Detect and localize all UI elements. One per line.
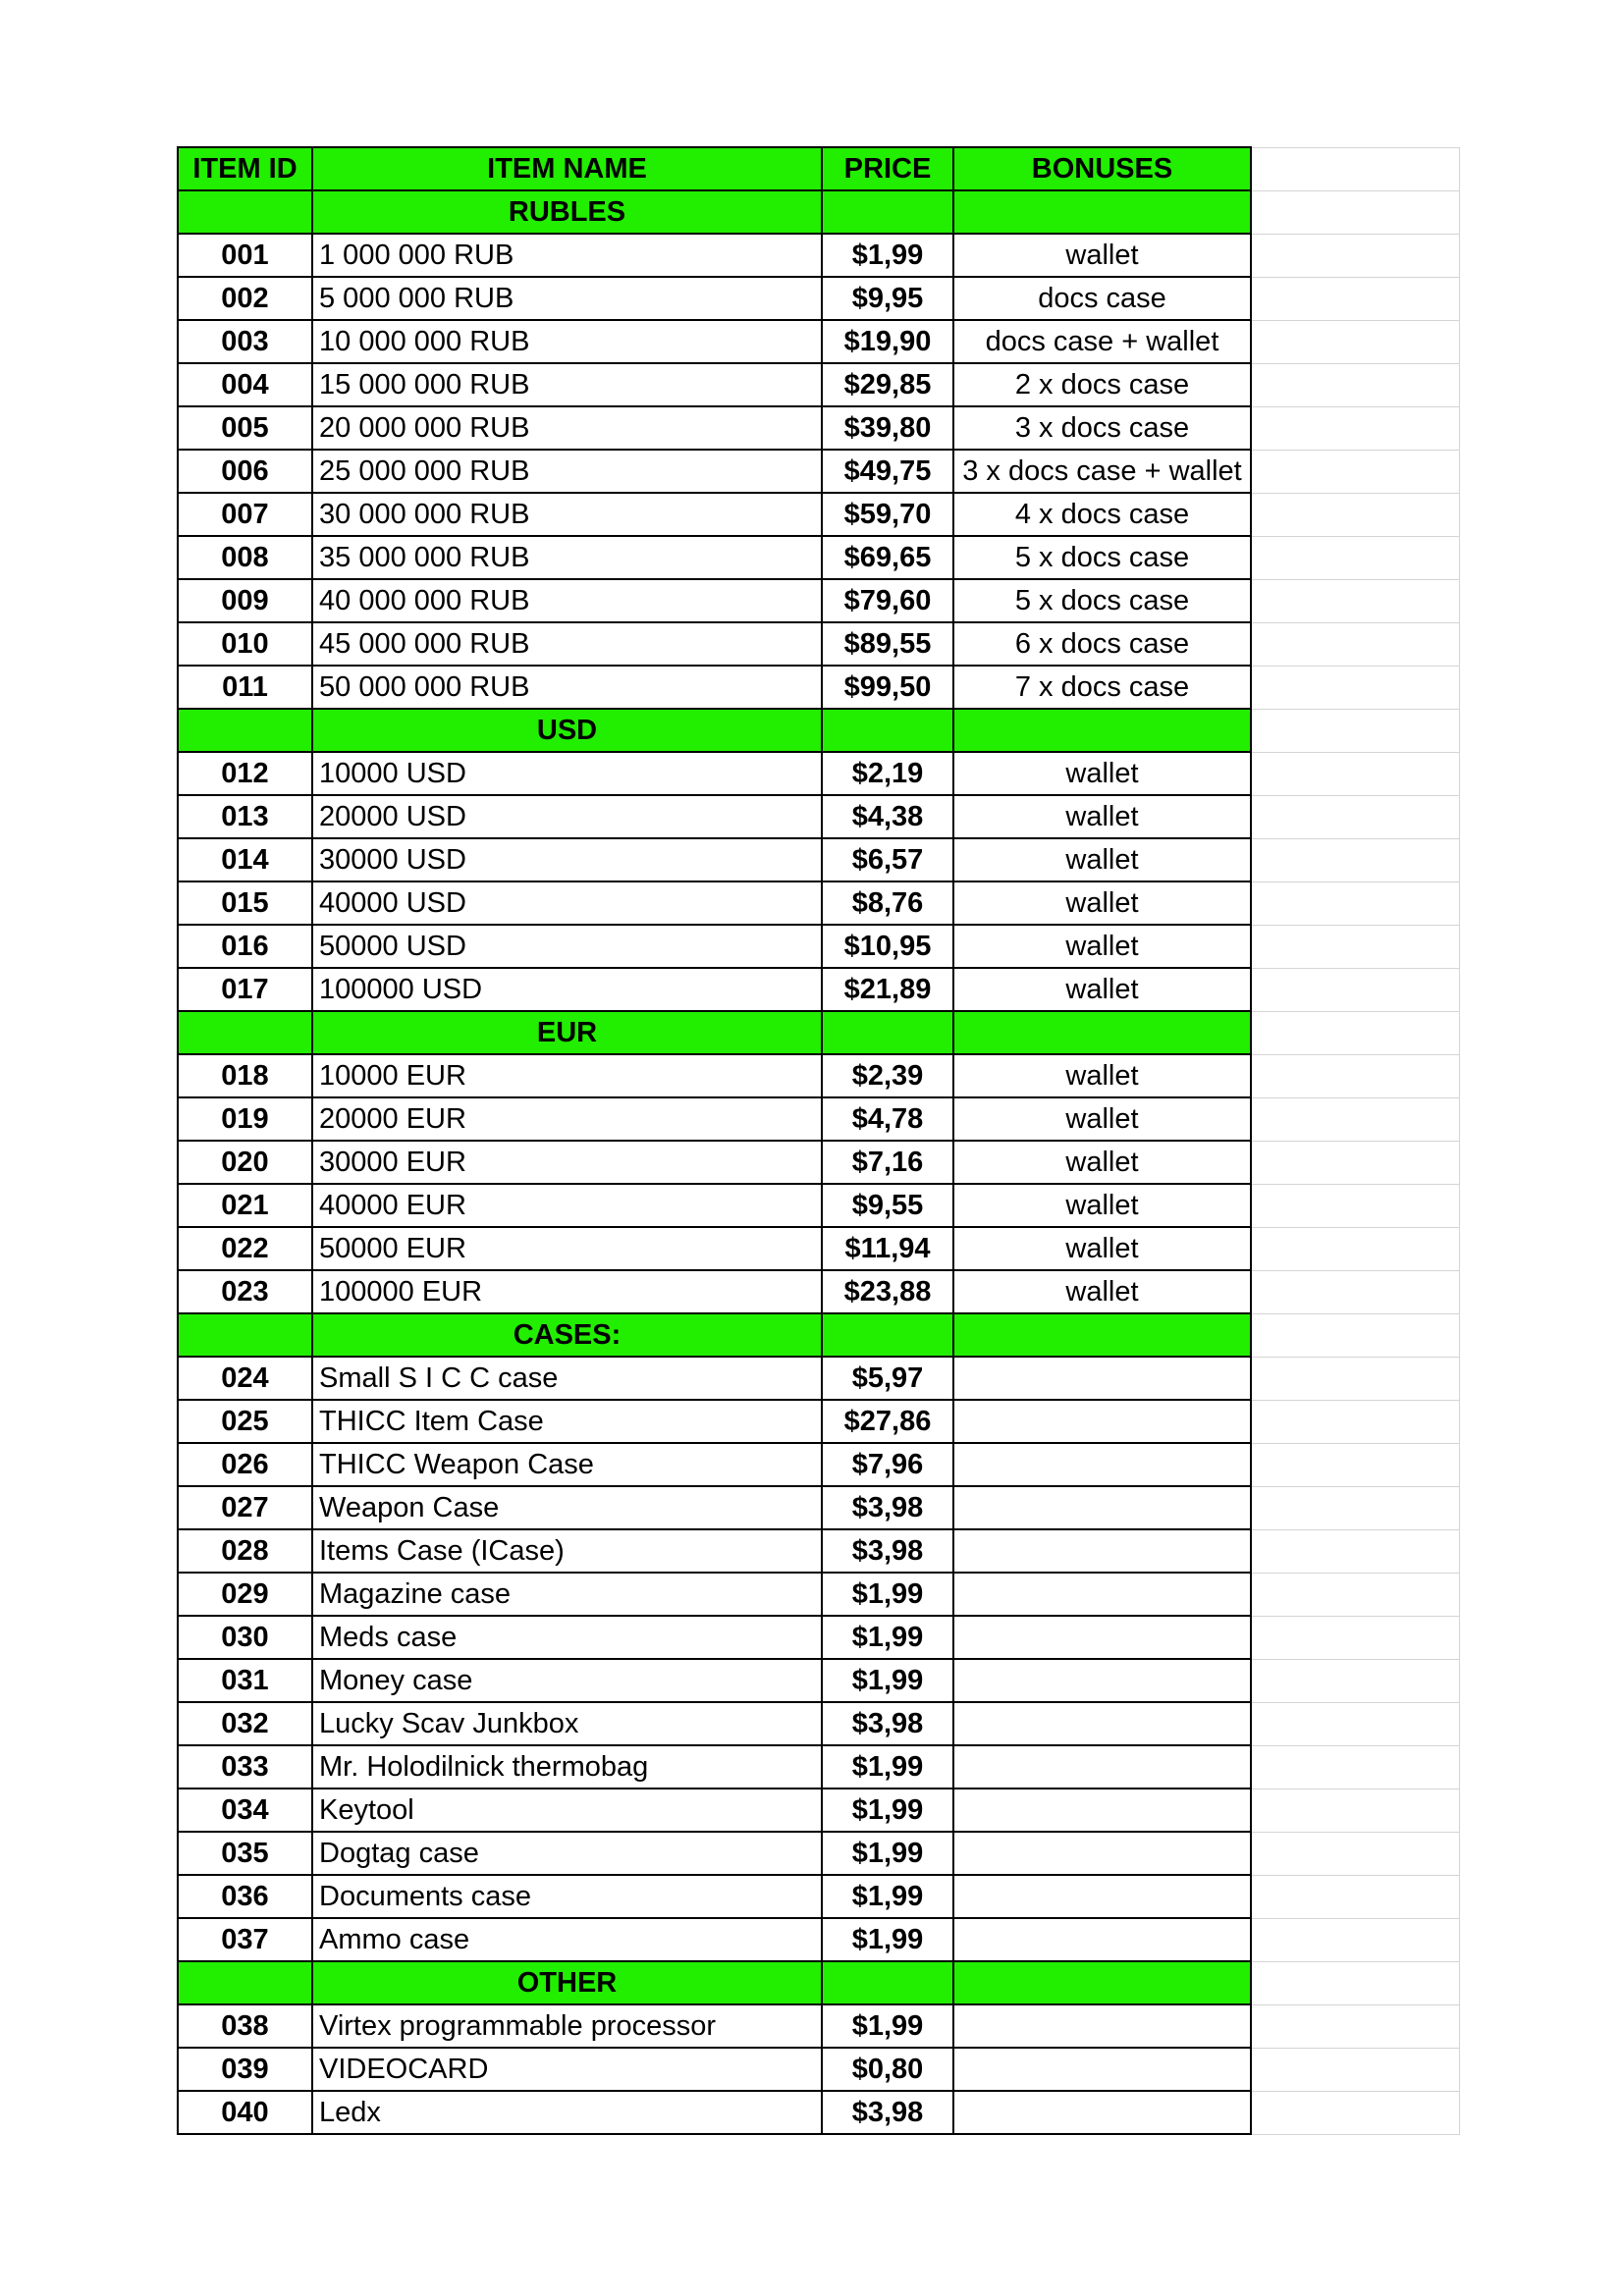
item-id: 040	[178, 2091, 312, 2134]
table-row	[178, 320, 1459, 363]
header-price: PRICE	[822, 147, 953, 190]
item-bonus	[953, 1573, 1251, 1616]
item-name: Virtex programmable processor	[312, 2004, 822, 2048]
item-price: $4,38	[822, 795, 953, 838]
item-id: 036	[178, 1875, 312, 1918]
item-id: 008	[178, 536, 312, 579]
item-price: $23,88	[822, 1270, 953, 1313]
item-bonus: 7 x docs case	[953, 666, 1251, 709]
section-row	[178, 1313, 1459, 1357]
item-id: 014	[178, 838, 312, 881]
item-bonus: 3 x docs case + wallet	[953, 450, 1251, 493]
item-name: Meds case	[312, 1616, 822, 1659]
item-id: 010	[178, 622, 312, 666]
empty-cell	[1251, 1961, 1459, 2004]
item-price: $5,97	[822, 1357, 953, 1400]
table-row	[178, 2004, 1459, 2048]
item-name: Items Case (ICase)	[312, 1529, 822, 1573]
item-id: 034	[178, 1789, 312, 1832]
section-price-cell	[822, 190, 953, 234]
empty-cell	[1251, 147, 1459, 190]
section-id-cell	[178, 1011, 312, 1054]
item-name: 40 000 000 RUB	[312, 579, 822, 622]
item-name: 20000 EUR	[312, 1097, 822, 1141]
item-price: $9,55	[822, 1184, 953, 1227]
item-price: $69,65	[822, 536, 953, 579]
item-price: $29,85	[822, 363, 953, 406]
item-bonus: 5 x docs case	[953, 579, 1251, 622]
table-row	[178, 1443, 1459, 1486]
item-price: $1,99	[822, 1875, 953, 1918]
section-bonus-cell	[953, 1961, 1251, 2004]
item-bonus: wallet	[953, 1097, 1251, 1141]
section-bonus-cell	[953, 709, 1251, 752]
section-row	[178, 190, 1459, 234]
item-price: $7,16	[822, 1141, 953, 1184]
item-id: 012	[178, 752, 312, 795]
section-price-cell	[822, 709, 953, 752]
item-name: 35 000 000 RUB	[312, 536, 822, 579]
item-id: 033	[178, 1745, 312, 1789]
section-row	[178, 1011, 1459, 1054]
item-id: 018	[178, 1054, 312, 1097]
empty-cell	[1251, 1789, 1459, 1832]
empty-cell	[1251, 1529, 1459, 1573]
item-name: 5 000 000 RUB	[312, 277, 822, 320]
section-id-cell	[178, 709, 312, 752]
empty-cell	[1251, 406, 1459, 450]
item-name: 10000 USD	[312, 752, 822, 795]
table-row	[178, 1659, 1459, 1702]
item-price: $3,98	[822, 1486, 953, 1529]
table-row	[178, 1529, 1459, 1573]
item-price: $10,95	[822, 925, 953, 968]
item-name: 30000 USD	[312, 838, 822, 881]
item-price: $6,57	[822, 838, 953, 881]
item-price: $1,99	[822, 1918, 953, 1961]
item-bonus	[953, 1443, 1251, 1486]
table-row	[178, 1702, 1459, 1745]
item-id: 016	[178, 925, 312, 968]
empty-cell	[1251, 968, 1459, 1011]
empty-cell	[1251, 1313, 1459, 1357]
item-id: 022	[178, 1227, 312, 1270]
item-id: 031	[178, 1659, 312, 1702]
item-bonus	[953, 1789, 1251, 1832]
section-price-cell	[822, 1313, 953, 1357]
item-name: Money case	[312, 1659, 822, 1702]
item-id: 001	[178, 234, 312, 277]
empty-cell	[1251, 622, 1459, 666]
item-bonus	[953, 1400, 1251, 1443]
item-name: 30 000 000 RUB	[312, 493, 822, 536]
item-id: 009	[178, 579, 312, 622]
empty-cell	[1251, 277, 1459, 320]
item-bonus: wallet	[953, 234, 1251, 277]
table-row	[178, 1184, 1459, 1227]
item-name: Small S I C C case	[312, 1357, 822, 1400]
table-row	[178, 1875, 1459, 1918]
section-bonus-cell	[953, 190, 1251, 234]
item-name: 50 000 000 RUB	[312, 666, 822, 709]
empty-cell	[1251, 1357, 1459, 1400]
empty-cell	[1251, 1659, 1459, 1702]
empty-cell	[1251, 1616, 1459, 1659]
item-price: $3,98	[822, 2091, 953, 2134]
table-row	[178, 493, 1459, 536]
item-price: $1,99	[822, 1659, 953, 1702]
empty-cell	[1251, 450, 1459, 493]
item-name: Dogtag case	[312, 1832, 822, 1875]
empty-cell	[1251, 190, 1459, 234]
item-name: 50000 EUR	[312, 1227, 822, 1270]
item-bonus: wallet	[953, 881, 1251, 925]
empty-cell	[1251, 1486, 1459, 1529]
item-name: 1 000 000 RUB	[312, 234, 822, 277]
item-bonus	[953, 2048, 1251, 2091]
section-id-cell	[178, 1961, 312, 2004]
item-name: Weapon Case	[312, 1486, 822, 1529]
table-row	[178, 277, 1459, 320]
empty-cell	[1251, 2091, 1459, 2134]
item-id: 015	[178, 881, 312, 925]
item-id: 006	[178, 450, 312, 493]
table-row	[178, 968, 1459, 1011]
table-row	[178, 1745, 1459, 1789]
item-price: $1,99	[822, 1745, 953, 1789]
item-id: 030	[178, 1616, 312, 1659]
empty-cell	[1251, 1054, 1459, 1097]
item-name: 10 000 000 RUB	[312, 320, 822, 363]
section-row	[178, 1961, 1459, 2004]
item-bonus	[953, 1357, 1251, 1400]
empty-cell	[1251, 1918, 1459, 1961]
item-bonus: wallet	[953, 1184, 1251, 1227]
item-price: $9,95	[822, 277, 953, 320]
item-id: 024	[178, 1357, 312, 1400]
item-price: $4,78	[822, 1097, 953, 1141]
item-id: 013	[178, 795, 312, 838]
item-name: THICC Weapon Case	[312, 1443, 822, 1486]
item-name: THICC Item Case	[312, 1400, 822, 1443]
item-bonus: docs case + wallet	[953, 320, 1251, 363]
section-title: RUBLES	[312, 190, 822, 234]
item-bonus	[953, 1486, 1251, 1529]
table-row	[178, 406, 1459, 450]
item-bonus	[953, 1875, 1251, 1918]
item-bonus: 2 x docs case	[953, 363, 1251, 406]
item-price: $1,99	[822, 1616, 953, 1659]
section-bonus-cell	[953, 1011, 1251, 1054]
empty-cell	[1251, 752, 1459, 795]
item-bonus	[953, 1832, 1251, 1875]
item-id: 002	[178, 277, 312, 320]
item-id: 021	[178, 1184, 312, 1227]
table-row	[178, 752, 1459, 795]
table-row	[178, 1227, 1459, 1270]
item-bonus	[953, 1702, 1251, 1745]
item-price: $0,80	[822, 2048, 953, 2091]
table-row	[178, 1616, 1459, 1659]
item-name: 30000 EUR	[312, 1141, 822, 1184]
item-price: $27,86	[822, 1400, 953, 1443]
item-price: $39,80	[822, 406, 953, 450]
item-id: 017	[178, 968, 312, 1011]
price-list-body	[178, 147, 1459, 2134]
empty-cell	[1251, 2048, 1459, 2091]
table-row	[178, 622, 1459, 666]
item-price: $11,94	[822, 1227, 953, 1270]
item-id: 029	[178, 1573, 312, 1616]
item-bonus	[953, 1529, 1251, 1573]
empty-cell	[1251, 1400, 1459, 1443]
item-name: 50000 USD	[312, 925, 822, 968]
item-bonus	[953, 2091, 1251, 2134]
empty-cell	[1251, 838, 1459, 881]
empty-cell	[1251, 1011, 1459, 1054]
item-id: 004	[178, 363, 312, 406]
empty-cell	[1251, 579, 1459, 622]
table-row	[178, 536, 1459, 579]
item-id: 005	[178, 406, 312, 450]
item-id: 007	[178, 493, 312, 536]
item-price: $59,70	[822, 493, 953, 536]
item-price: $8,76	[822, 881, 953, 925]
empty-cell	[1251, 795, 1459, 838]
empty-cell	[1251, 1184, 1459, 1227]
empty-cell	[1251, 234, 1459, 277]
table-row	[178, 1918, 1459, 1961]
item-name: Ammo case	[312, 1918, 822, 1961]
item-price: $3,98	[822, 1702, 953, 1745]
empty-cell	[1251, 1097, 1459, 1141]
item-name: VIDEOCARD	[312, 2048, 822, 2091]
item-name: 20 000 000 RUB	[312, 406, 822, 450]
item-bonus: wallet	[953, 1054, 1251, 1097]
price-list-table	[177, 146, 1460, 2135]
empty-cell	[1251, 1832, 1459, 1875]
item-bonus	[953, 2004, 1251, 2048]
empty-cell	[1251, 493, 1459, 536]
item-bonus: docs case	[953, 277, 1251, 320]
table-row	[178, 1141, 1459, 1184]
item-name: Ledx	[312, 2091, 822, 2134]
empty-cell	[1251, 666, 1459, 709]
item-bonus: 4 x docs case	[953, 493, 1251, 536]
item-name: 40000 USD	[312, 881, 822, 925]
item-price: $1,99	[822, 1832, 953, 1875]
table-row	[178, 1789, 1459, 1832]
table-row	[178, 1573, 1459, 1616]
empty-cell	[1251, 1573, 1459, 1616]
item-id: 037	[178, 1918, 312, 1961]
item-id: 035	[178, 1832, 312, 1875]
table-row	[178, 2091, 1459, 2134]
section-row	[178, 709, 1459, 752]
item-bonus: wallet	[953, 968, 1251, 1011]
item-price: $79,60	[822, 579, 953, 622]
empty-cell	[1251, 881, 1459, 925]
item-price: $89,55	[822, 622, 953, 666]
item-price: $2,39	[822, 1054, 953, 1097]
item-price: $1,99	[822, 1789, 953, 1832]
table-row	[178, 881, 1459, 925]
empty-cell	[1251, 320, 1459, 363]
item-name: 40000 EUR	[312, 1184, 822, 1227]
item-price: $49,75	[822, 450, 953, 493]
table-row	[178, 666, 1459, 709]
item-bonus: 3 x docs case	[953, 406, 1251, 450]
header-row	[178, 147, 1459, 190]
empty-cell	[1251, 1141, 1459, 1184]
item-id: 023	[178, 1270, 312, 1313]
item-name: 10000 EUR	[312, 1054, 822, 1097]
empty-cell	[1251, 709, 1459, 752]
item-name: 20000 USD	[312, 795, 822, 838]
empty-cell	[1251, 1443, 1459, 1486]
section-bonus-cell	[953, 1313, 1251, 1357]
item-price: $1,99	[822, 234, 953, 277]
item-price: $21,89	[822, 968, 953, 1011]
empty-cell	[1251, 2004, 1459, 2048]
item-name: 45 000 000 RUB	[312, 622, 822, 666]
item-bonus: 5 x docs case	[953, 536, 1251, 579]
empty-cell	[1251, 363, 1459, 406]
section-price-cell	[822, 1011, 953, 1054]
item-name: Keytool	[312, 1789, 822, 1832]
item-id: 039	[178, 2048, 312, 2091]
table-row	[178, 2048, 1459, 2091]
table-row	[178, 579, 1459, 622]
header-bonuses: BONUSES	[953, 147, 1251, 190]
header-item-id: ITEM ID	[178, 147, 312, 190]
item-id: 032	[178, 1702, 312, 1745]
item-id: 003	[178, 320, 312, 363]
item-id: 027	[178, 1486, 312, 1529]
item-id: 020	[178, 1141, 312, 1184]
empty-cell	[1251, 1702, 1459, 1745]
empty-cell	[1251, 1227, 1459, 1270]
item-bonus	[953, 1918, 1251, 1961]
empty-cell	[1251, 1270, 1459, 1313]
item-name: Magazine case	[312, 1573, 822, 1616]
item-name: 100000 EUR	[312, 1270, 822, 1313]
item-bonus: 6 x docs case	[953, 622, 1251, 666]
item-bonus	[953, 1616, 1251, 1659]
item-bonus	[953, 1745, 1251, 1789]
table-row	[178, 1486, 1459, 1529]
table-row	[178, 1400, 1459, 1443]
item-bonus: wallet	[953, 1270, 1251, 1313]
table-row	[178, 1097, 1459, 1141]
item-bonus: wallet	[953, 838, 1251, 881]
table-row	[178, 795, 1459, 838]
item-name: Lucky Scav Junkbox	[312, 1702, 822, 1745]
item-name: Mr. Holodilnick thermobag	[312, 1745, 822, 1789]
table-row	[178, 1054, 1459, 1097]
table-row	[178, 925, 1459, 968]
item-price: $19,90	[822, 320, 953, 363]
section-id-cell	[178, 190, 312, 234]
empty-cell	[1251, 1745, 1459, 1789]
item-id: 011	[178, 666, 312, 709]
section-title: OTHER	[312, 1961, 822, 2004]
item-price: $2,19	[822, 752, 953, 795]
table-row	[178, 450, 1459, 493]
section-id-cell	[178, 1313, 312, 1357]
item-bonus	[953, 1659, 1251, 1702]
empty-cell	[1251, 536, 1459, 579]
item-bonus: wallet	[953, 795, 1251, 838]
item-price: $99,50	[822, 666, 953, 709]
empty-cell	[1251, 1875, 1459, 1918]
section-title: EUR	[312, 1011, 822, 1054]
item-id: 038	[178, 2004, 312, 2048]
table-row	[178, 838, 1459, 881]
item-id: 028	[178, 1529, 312, 1573]
item-id: 026	[178, 1443, 312, 1486]
section-title: CASES:	[312, 1313, 822, 1357]
table-row	[178, 363, 1459, 406]
section-title: USD	[312, 709, 822, 752]
section-price-cell	[822, 1961, 953, 2004]
item-id: 025	[178, 1400, 312, 1443]
item-price: $3,98	[822, 1529, 953, 1573]
item-bonus: wallet	[953, 925, 1251, 968]
header-item-name: ITEM NAME	[312, 147, 822, 190]
item-name: 15 000 000 RUB	[312, 363, 822, 406]
table-row	[178, 234, 1459, 277]
item-price: $1,99	[822, 2004, 953, 2048]
empty-cell	[1251, 925, 1459, 968]
item-name: 25 000 000 RUB	[312, 450, 822, 493]
item-bonus: wallet	[953, 1227, 1251, 1270]
item-bonus: wallet	[953, 1141, 1251, 1184]
item-price: $7,96	[822, 1443, 953, 1486]
table-row	[178, 1357, 1459, 1400]
item-bonus: wallet	[953, 752, 1251, 795]
item-name: 100000 USD	[312, 968, 822, 1011]
item-name: Documents case	[312, 1875, 822, 1918]
table-row	[178, 1832, 1459, 1875]
table-row	[178, 1270, 1459, 1313]
item-price: $1,99	[822, 1573, 953, 1616]
item-id: 019	[178, 1097, 312, 1141]
